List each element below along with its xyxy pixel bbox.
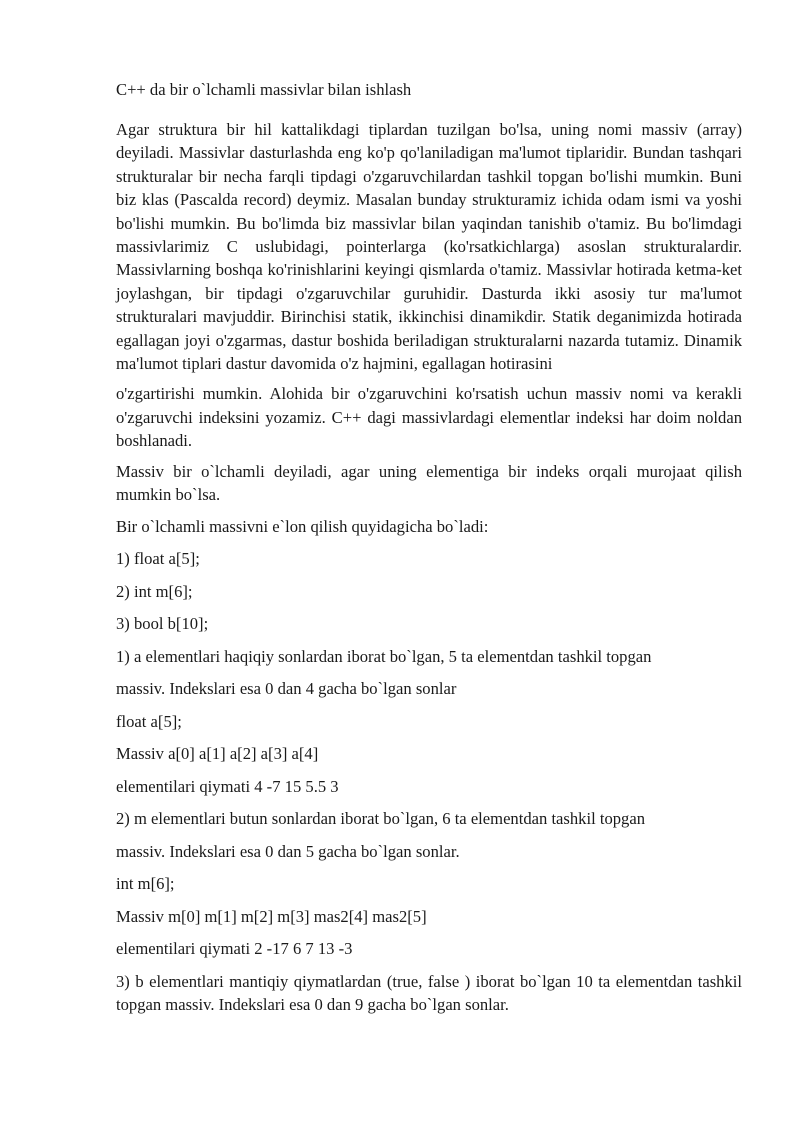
text-line: 2) int m[6]; <box>116 581 193 601</box>
document-page <box>116 78 742 1016</box>
paragraph-definition: Massiv bir o`lchamli deyiladi, agar uning elementiga bir indeks orqali murojaat qilish mumkin bo`lsa. <box>116 461 742 505</box>
text-line: 2) m elementlari butun sonlardan iborat bo`lgan, 6 ta elementdan tashkil topgan <box>116 809 646 828</box>
paragraph-indexing: o'zgartirishi mumkin. Alohida bir o'zgaruvchini ko'rsatish uchun massiv nomi va kerakli o'zgaruvchi indeksini yozamiz. C++ dagi massivlardagi elementlar indeksi har doim noldan boshlanadi. <box>116 384 742 451</box>
text-line: massiv. Indekslari esa 0 dan 5 gacha bo`lgan sonlar. <box>116 841 460 861</box>
text-line: elementilari qiymati 2 -17 6 7 13 -3 <box>116 939 353 958</box>
document-title: C++ da bir o`lchamli massivlar bilan ishlash <box>116 80 412 99</box>
text-lines <box>116 515 742 970</box>
text-line: 1) float a[5]; <box>116 549 200 568</box>
text-line: Massiv a[0] a[1] a[2] a[3] a[4] <box>116 744 319 763</box>
text-line: massiv. Indekslari esa 0 dan 4 gacha bo`lgan sonlar <box>116 679 457 698</box>
paragraph-intro: Agar struktura bir hil kattalikdagi tiplardan tuzilgan bo'lsa, uning nomi massiv (array) deyiladi. Massivlar dasturlashda eng ko'p qo'laniladigan ma'lumot tiplaridir. Bundan tashqari strukturalar bir necha farqli tipdagi o'zgaruvchilardan tashkil topgan bo'lishi mumkin. Buni biz klas (Pascalda record) deymiz. Masalan bunday strukturamiz ichida odam ismi va yoshi bo'lishi mumkin. Bu bo'limda biz massivlar bilan yaqindan tanishib o'tamiz. Bu bo'limdagi massivlarimiz C uslubidagi, pointerlarga (ko'rsatkichlarga) asoslan strukturalardir. Massivlarning boshqa ko'rinishlarini keyingi qismlarda o'tamiz. Massivlar hotirada ketma-ket joylashgan, bir tipdagi o'zgaruvchilar guruhidir. Dasturda ikki asosiy tur ma'lumot strukturalari mavjuddir. Birinchisi statik, ikkinchisi dinamikdir. Statik deganimizda hotirada egallagan joyi o'zgarmas, dastur boshida beriladigan strukturalarni nazarda tutamiz. Dinamik ma'lumot tiplari dastur davomida o'z hajmini, egallagan hotirasini <box>116 120 742 374</box>
text-line: elementilari qiymati 4 -7 15 5.5 3 <box>116 776 339 796</box>
text-line: Massiv m[0] m[1] m[2] m[3] mas2[4] mas2[5] <box>116 906 427 926</box>
text-line: Bir o`lchamli massivni e`lon qilish quyidagicha bo`ladi: <box>116 516 489 536</box>
paragraph-bool-array: 3) b elementlari mantiqiy qiymatlardan (true, false ) iborat bo`lgan 10 ta elementdan tashkil topgan massiv. Indekslari esa 0 dan 9 gacha bo`lgan sonlar. <box>116 971 742 1014</box>
text-line: 3) bool b[10]; <box>116 614 209 633</box>
text-line: 1) a elementlari haqiqiy sonlardan iborat bo`lgan, 5 ta elementdan tashkil topgan <box>116 646 652 666</box>
text-line: float a[5]; <box>116 711 182 731</box>
text-line: int m[6]; <box>116 874 175 893</box>
